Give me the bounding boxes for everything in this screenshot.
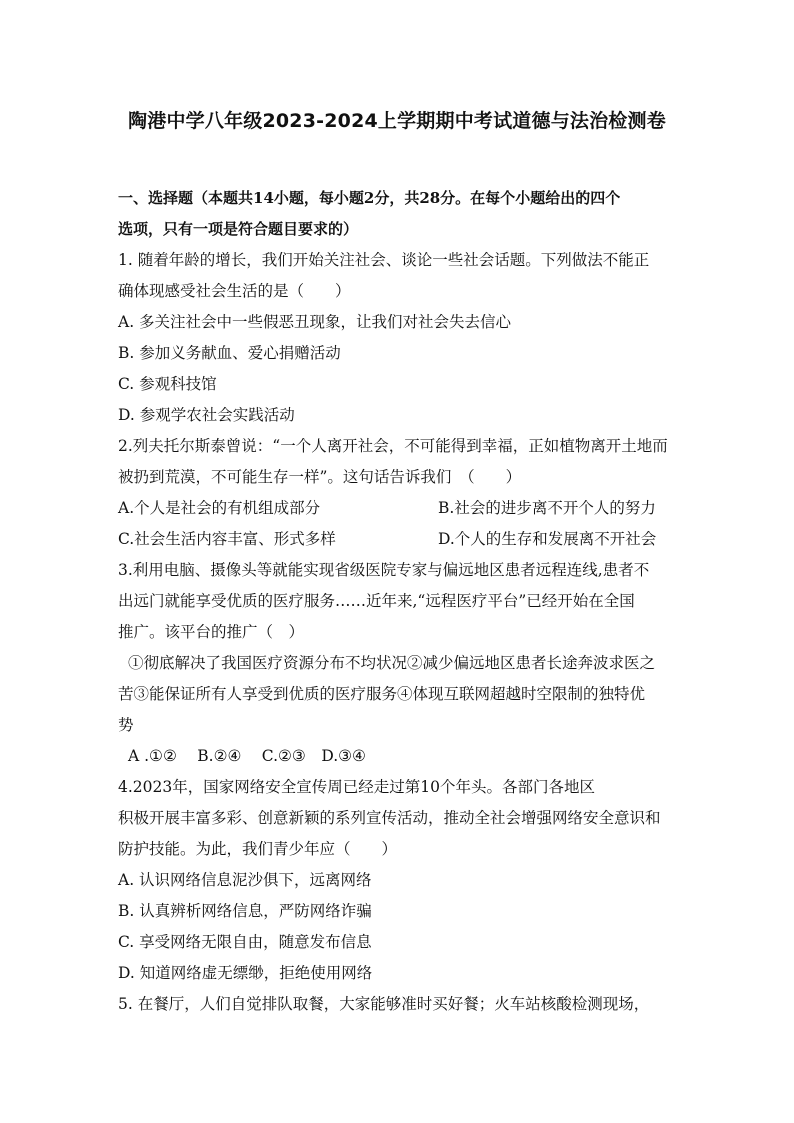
question-1-option-a: A. 多关注社会中一些假恶丑现象，让我们对社会失去信心 bbox=[118, 313, 512, 331]
section-heading-line-1: 一、选择题（本题共14小题，每小题2分，共28分。在每个小题给出的四个 bbox=[118, 189, 621, 207]
question-3-stem-2: 出远门就能享受优质的医疗服务……近年来,“远程医疗平台”已经开始在全国 bbox=[118, 592, 635, 610]
question-2-stem-2: 被扔到荒漠，不可能生存一样”。这句话告诉我们 （ ） bbox=[118, 468, 522, 486]
question-4-stem-1: 4.2023年，国家网络安全宣传周已经走过第10个年头。各部门各地区 bbox=[118, 778, 595, 796]
question-2-option-c: C.社会生活内容丰富、形式多样 bbox=[118, 530, 336, 548]
question-4-stem-3: 防护技能。为此，我们青少年应（ ） bbox=[118, 840, 398, 858]
exam-content bbox=[118, 183, 678, 1020]
question-2-stem-1: 2.列夫托尔斯泰曾说：“一个人离开社会，不可能得到幸福，正如植物离开土地而 bbox=[118, 437, 668, 455]
question-3-statements-2: 苦③能保证所有人享受到优质的医疗服务④体现互联网超越时空限制的独特优 bbox=[118, 685, 646, 703]
question-2-options-row-2 bbox=[118, 524, 678, 555]
question-1-option-d: D. 参观学农社会实践活动 bbox=[118, 406, 295, 424]
question-1 bbox=[118, 245, 678, 431]
question-3-stem-1: 3.利用电脑、摄像头等就能实现省级医院专家与偏远地区患者远程连线,患者不 bbox=[118, 561, 650, 579]
question-1-option-c: C. 参观科技馆 bbox=[118, 375, 217, 393]
question-4-stem-2: 积极开展丰富多彩、创意新颖的系列宣传活动，推动全社会增强网络安全意识和 bbox=[118, 809, 661, 827]
question-3-statements-1: ①彻底解决了我国医疗资源分布不均状况②减少偏远地区患者长途奔波求医之 bbox=[128, 654, 656, 672]
question-2-option-d: D.个人的生存和发展离不开社会 bbox=[438, 530, 657, 548]
question-4 bbox=[118, 772, 678, 989]
exam-title: 陶港中学八年级2023-2024上学期期中考试道德与法治检测卷 bbox=[128, 110, 666, 132]
question-3-statements-3: 势 bbox=[118, 716, 134, 734]
question-3-choices: A .①② B.②④ C.②③ D.③④ bbox=[128, 747, 366, 765]
question-3-stem-3: 推广。该平台的推广（ ） bbox=[118, 623, 305, 641]
question-4-option-a: A. 认识网络信息泥沙俱下，远离网络 bbox=[118, 871, 372, 889]
question-2-options-row-1 bbox=[118, 493, 678, 524]
question-1-stem-2: 确体现感受社会生活的是（ ） bbox=[118, 282, 351, 300]
question-4-option-d: D. 知道网络虚无缥缈，拒绝使用网络 bbox=[118, 964, 373, 982]
question-4-option-c: C. 享受网络无限自由，随意发布信息 bbox=[118, 933, 372, 951]
question-2 bbox=[118, 431, 678, 555]
question-5-stem-1: 5. 在餐厅，人们自觉排队取餐，大家能够准时买好餐；火车站核酸检测现场， bbox=[118, 995, 650, 1013]
question-1-option-b: B. 参加义务献血、爱心捐赠活动 bbox=[118, 344, 341, 362]
question-3 bbox=[118, 555, 678, 772]
question-2-option-b: B.社会的进步离不开个人的努力 bbox=[438, 499, 656, 517]
question-1-stem-1: 1. 随着年龄的增长，我们开始关注社会、谈论一些社会话题。下列做法不能正 bbox=[118, 251, 650, 269]
question-5 bbox=[118, 989, 678, 1020]
question-4-option-b: B. 认真辨析网络信息，严防网络诈骗 bbox=[118, 902, 372, 920]
question-2-option-a: A.个人是社会的有机组成部分 bbox=[118, 499, 321, 517]
section-heading-line-2: 选项，只有一项是符合题目要求的） bbox=[118, 220, 359, 238]
